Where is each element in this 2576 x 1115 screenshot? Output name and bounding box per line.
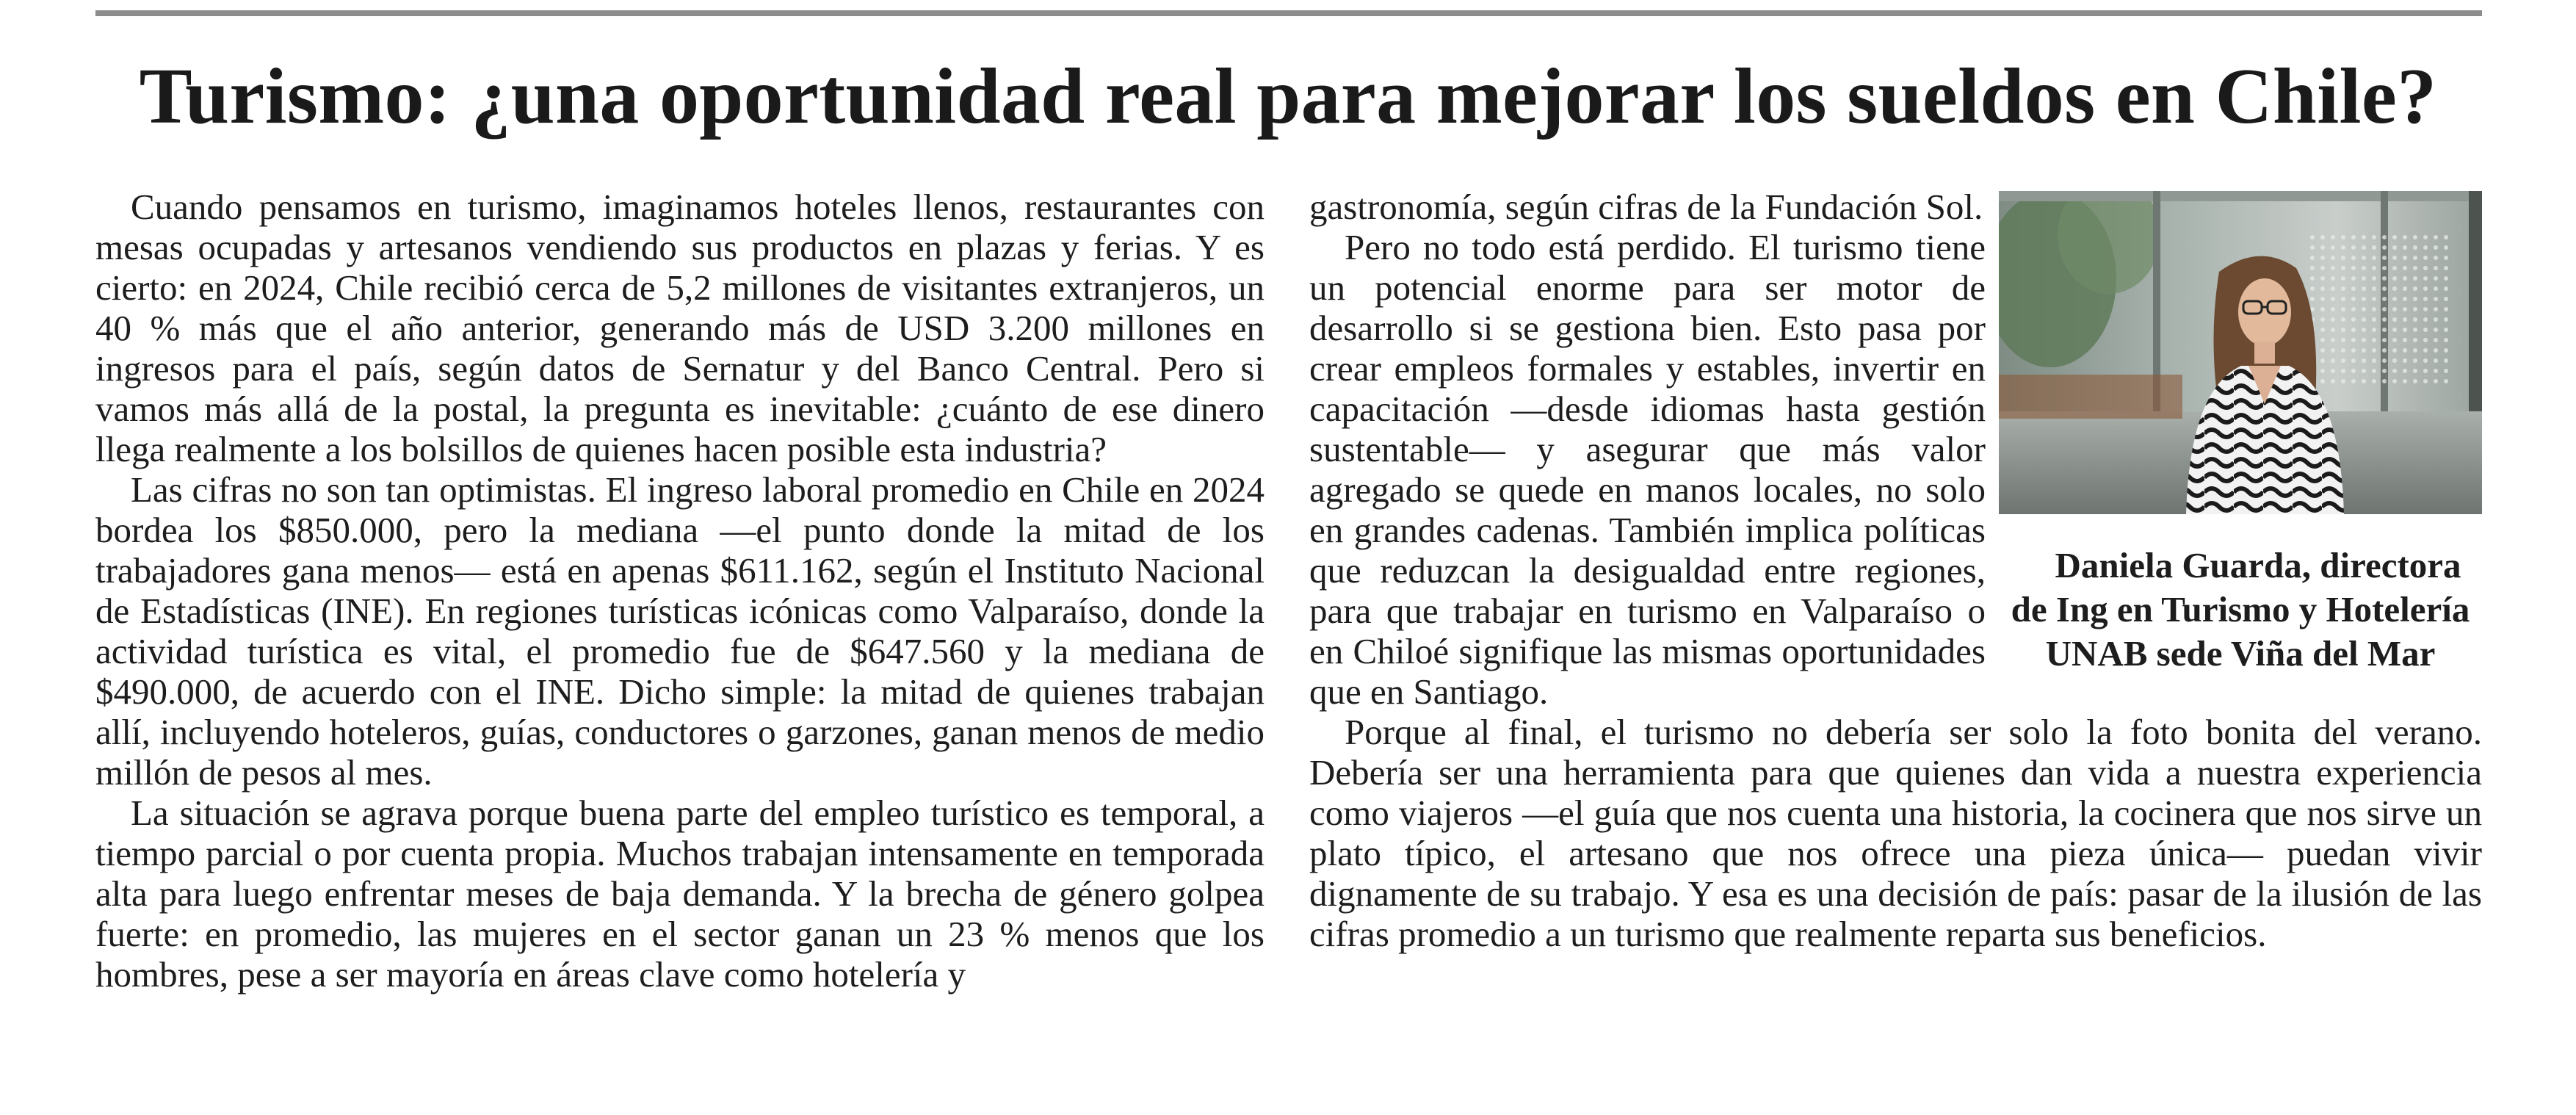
paragraph: Las cifras no son tan optimistas. El ingreso laboral promedio en Chile en 2024 bordea los $850.000, pero la mediana —el punto donde la mitad de los trabajadores gana menos— está en apenas $611.162, según el Instituto Nacional de Estadísticas (INE). En regiones turísticas icónicas como Valparaíso, donde la actividad turística es vital, el promedio fue de $647.560 y la mediana de $490.000, de acuerdo con el INE. Dicho simple: la mitad de quienes trabajan allí, incluyendo hoteleros, guías, conductores o garzones, ganan menos de medio millón de pesos al mes. (95, 469, 1265, 793)
article-column-left (95, 187, 1265, 995)
paragraph: Porque al final, el turismo no debería ser solo la foto bonita del verano. Debería ser una herramienta para que quienes dan vida a nuestra experiencia como viajeros —el guía que nos cuenta una historia, la cocinera que nos sirve un plato típico, el artesano que nos ofrece una pieza única— puedan vivir dignamente de su trabajo. Y esa es una decisión de país: pasar de la ilusión de las cifras promedio a un turismo que realmente reparta sus beneficios. (1309, 712, 2482, 954)
photo-block (1999, 191, 2482, 676)
headline: Turismo: ¿una oportunidad real para mejorar los sueldos en Chile? (139, 53, 2437, 140)
top-rule (95, 10, 2482, 16)
paragraph: La situación se agrava porque buena parte del empleo turístico es temporal, a tiempo parcial o por cuenta propia. Muchos trabajan intensamente en temporada alta para luego enfrentar meses de baja demanda. Y la brecha de género golpea fuerte: en promedio, las mujeres en el sector ganan un 23 % menos que los hombres, pese a ser mayoría en áreas clave como hotelería y (95, 793, 1265, 995)
paragraph-continuation: gastronomía, según cifras de la Fundación Sol. (1309, 187, 1983, 227)
photo-caption: Daniela Guarda, directora de Ing en Turismo y Hotelería UNAB sede Viña del Mar (2011, 545, 2470, 674)
article-column-right (1309, 187, 2482, 954)
author-photo (1999, 191, 2482, 514)
paragraph: Pero no todo está perdido. El turismo tiene un potencial enorme para ser motor de desarrollo si se gestiona bien. Esto pasa por crear empleos formales y estables, invertir en capacitación —desde idiomas hasta gestión sustentable— y asegurar que más valor agregado se quede en manos locales, no solo en grandes cadenas. También implica políticas que reduzcan la desigualdad entre regiones, para que trabajar en turismo en Valparaíso o en Chiloé signifique las mismas oportunidades que en Santiago. (1309, 227, 1986, 712)
paragraph: Cuando pensamos en turismo, imaginamos hoteles llenos, restaurantes con mesas ocupadas y artesanos vendiendo sus productos en plazas y ferias. Y es cierto: en 2024, Chile recibió cerca de 5,2 millones de visitantes extranjeros, un 40 % más que el año anterior, generando más de USD 3.200 millones en ingresos para el país, según datos de Sernatur y del Banco Central. Pero si vamos más allá de la postal, la pregunta es inevitable: ¿cuánto de ese dinero llega realmente a los bolsillos de quienes hacen posible esta industria? (95, 187, 1265, 469)
